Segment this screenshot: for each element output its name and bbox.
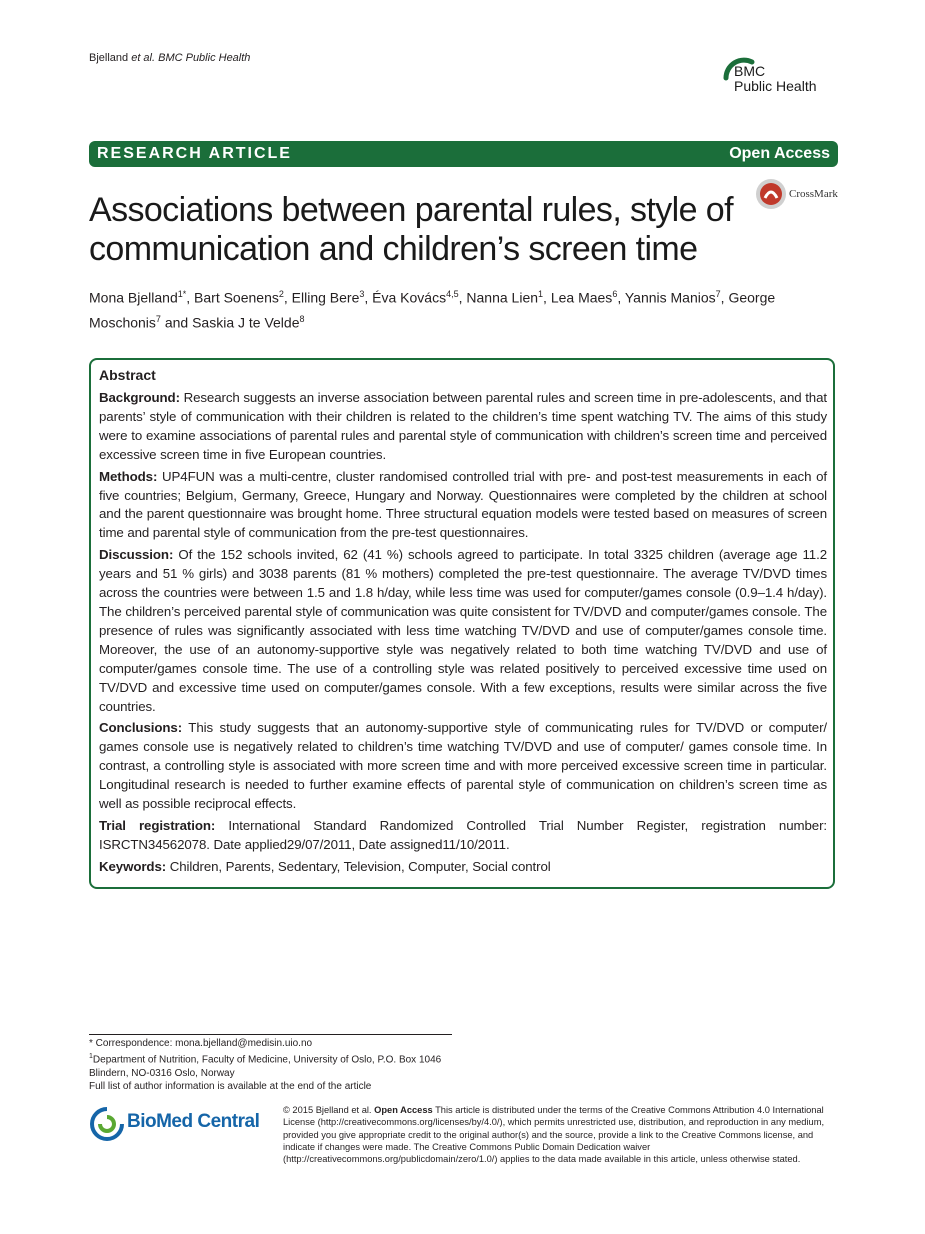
affiliation-marker: 1: [89, 1053, 93, 1061]
author-affiliation: 1: [538, 289, 544, 299]
author-name: Lea Maes: [550, 289, 613, 306]
abstract-section-text: Children, Parents, Sedentary, Television, Computer, Social control: [169, 858, 551, 874]
abstract-section-label: Trial registration:: [99, 817, 216, 833]
journal-ref-authors: Bjelland: [89, 52, 129, 64]
author-name: George Moschonis: [89, 289, 776, 331]
article-title: Associations between parental rules, style of communication and children’s screen time: [89, 191, 733, 268]
author-list: [89, 284, 829, 333]
author-name: Elling Bere: [291, 289, 360, 306]
abstract-section-label: Keywords:: [99, 858, 167, 874]
crossmark-badge[interactable]: [755, 176, 847, 212]
author-separator: and: [160, 314, 193, 331]
author-affiliation: 3: [359, 289, 365, 299]
author-name: Yannis Manios: [624, 289, 716, 306]
author-separator: ,: [617, 289, 625, 306]
author-name: Bart Soenens: [194, 289, 279, 306]
license-open-access: Open Access: [374, 1105, 433, 1115]
abstract-content: [99, 367, 827, 880]
author-affiliation: 4,5: [446, 289, 459, 299]
author-separator: ,: [283, 289, 292, 306]
article-type-label: RESEARCH ARTICLE: [97, 145, 292, 162]
abstract-section-label: Methods:: [99, 468, 158, 484]
abstract-box: [89, 358, 835, 889]
author-affiliation: 7: [715, 289, 721, 299]
bmc-logo-line1: BMC: [734, 63, 766, 79]
article-type-banner: [89, 141, 838, 167]
abstract-section: [99, 468, 827, 544]
abstract-section-text: UP4FUN was a multi-centre, cluster randomised controlled trial with pre- and post-test measurements in each of five countries; Belgium, Germany, Greece, Hungary and Norway. Questionnaires were completed by the children at school and the parent questionnaire was brought home. Three structural equation models were tested based on measures of screen time and parental style of communication from the pre-test questionnaires.: [99, 468, 827, 541]
abstract-section-label: Background:: [99, 390, 180, 405]
author-affiliation: 7: [155, 313, 161, 324]
footnotes: [89, 1037, 469, 1094]
full-list-note: Full list of author information is available at the end of the article: [89, 1081, 372, 1093]
author-separator: ,: [543, 289, 551, 306]
crossmark-icon: [755, 178, 787, 210]
license-statement: [283, 1104, 843, 1165]
footnote-divider: [89, 1034, 452, 1035]
abstract-section-label: Discussion:: [99, 547, 174, 563]
abstract-section: [99, 389, 827, 465]
author-name: Saskia J te Velde: [192, 314, 300, 331]
biomed-central-logo[interactable]: [89, 1104, 269, 1144]
bmc-logo-text: [734, 64, 817, 94]
author-name: Mona Bjelland: [89, 289, 178, 306]
author-affiliation: 8: [299, 313, 305, 324]
journal-reference: [89, 52, 250, 64]
abstract-section-text: This study suggests that an autonomy-supportive style of communicating rules for TV/DVD or computer/ games console use is negatively related to children’s time watching TV/DVD and use of computer/ games console time. In contrast, a controlling style is associated with more screen time and with more perceived excessive screen time in particular. Longitudinal research is needed to further examine effects of parental style of communication on children’s screen time as well as possible reciprocal effects.: [99, 720, 827, 812]
author-separator: ,: [720, 289, 729, 306]
abstract-section: [99, 719, 827, 814]
author-name: Éva Kovács: [372, 289, 447, 306]
open-access-label: Open Access: [729, 145, 830, 162]
biomed-logo-text: BioMed Central: [127, 1111, 260, 1132]
author-name: Nanna Lien: [466, 289, 539, 306]
crossmark-label: CrossMark: [789, 188, 838, 200]
biomed-swirl-icon: [89, 1106, 125, 1142]
journal-ref-etal: et al. BMC Public Health: [131, 52, 251, 64]
author-separator: ,: [186, 289, 195, 306]
bmc-logo-line2: Public Health: [734, 78, 817, 94]
author-affiliation: 1*: [177, 289, 187, 299]
abstract-section-text: International Standard Randomized Controlled Trial Number Register, registration number: ISRCTN34562078. Date applied29/07/2011, Date assigned11/10/2011.: [99, 817, 828, 852]
abstract-heading: Abstract: [99, 367, 156, 383]
correspondence-note: * Correspondence: mona.bjelland@medisin.uio.no: [89, 1038, 313, 1049]
author-separator: ,: [364, 289, 373, 306]
abstract-section-text: Research suggests an inverse association between parental rules and screen time in pre-adolescents, and that parents’ style of communication with their children is related to the children’s time spent watching TV. The aims of this study were to examine associations of parental rules and parental style of communication with children’s screen time and perceived excessive screen time in five European countries.: [99, 390, 827, 462]
bmc-public-health-logo[interactable]: [718, 54, 848, 114]
affiliation-text: Department of Nutrition, Faculty of Medicine, University of Oslo, P.O. Box 1046 Blindern, NO-0316 Oslo, Norway: [89, 1054, 442, 1079]
abstract-section: [99, 858, 827, 877]
abstract-section-label: Conclusions:: [99, 720, 183, 736]
license-text: This article is distributed under the terms of the Creative Commons Attribution 4.0 International License (http://creativecommons.org/licenses/by/4.0/), which permits unrestricted use, distribution, and reproduction in any medium, provided you give appropriate credit to the original author(s) and the source, provide a link to the Creative Commons license, and indicate if changes were made. The Creative Commons Public Domain Dedication waiver (http://creativecommons.org/publicdomain/zero/1.0/) applies to the data made available in this article, unless otherwise stated.: [283, 1105, 825, 1165]
author-separator: ,: [458, 289, 467, 306]
abstract-section: [99, 546, 827, 716]
copyright-text: © 2015 Bjelland et al.: [283, 1105, 372, 1115]
abstract-section: [99, 817, 827, 855]
affiliation-note: [89, 1050, 469, 1080]
author-affiliation: 2: [278, 289, 284, 299]
abstract-section-text: Of the 152 schools invited, 62 (41 %) schools agreed to participate. In total 3325 children (average age 11.2 years and 51 % girls) and 3038 parents (81 % mothers) completed the pre-test questionnaire. The average TV/DVD times across the countries were between 1.5 and 1.8 h/day, while less time was used for computer/games console (0.9–1.4 h/day). The children’s perceived parental style of communication was quite consistent for TV/DVD and computer/games console. The presence of rules was significantly associated with less time watching TV/DVD and use of computer/games console time. Moreover, the use of an autonomy-supportive style was negatively related to both time watching TV/DVD and use of computer/games console time. The use of a controlling style was related positively to perceived excessive time used on TV/DVD and excessive time used on computer/games console. With a few exceptions, results were similar across the five countries.: [99, 547, 827, 714]
author-affiliation: 6: [612, 289, 618, 299]
